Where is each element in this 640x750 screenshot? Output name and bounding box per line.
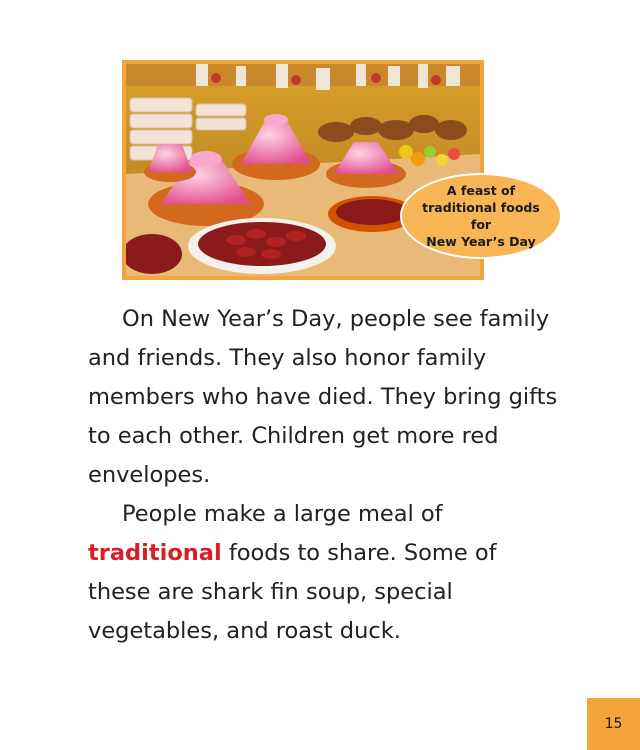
vocab-word: traditional bbox=[88, 540, 222, 566]
page-number: 15 bbox=[604, 716, 623, 732]
caption-bubble bbox=[400, 173, 562, 259]
paragraph-2-start: People make a large meal of bbox=[122, 501, 443, 527]
paragraph-1: On New Year’s Day, people see family and friends. They also honor family members who have died. They bring gifts to each other. Children get more red envelopes. bbox=[88, 306, 558, 488]
paragraph-2-end: foods to share. Some of these are shark fin soup, special vegetables, and roast duck. bbox=[88, 540, 497, 644]
page-number-box bbox=[587, 698, 640, 750]
body-text bbox=[88, 300, 558, 651]
photo-caption: A feast of traditional foods for New Year’s Day bbox=[422, 183, 540, 249]
paragraph-2 bbox=[88, 495, 558, 651]
